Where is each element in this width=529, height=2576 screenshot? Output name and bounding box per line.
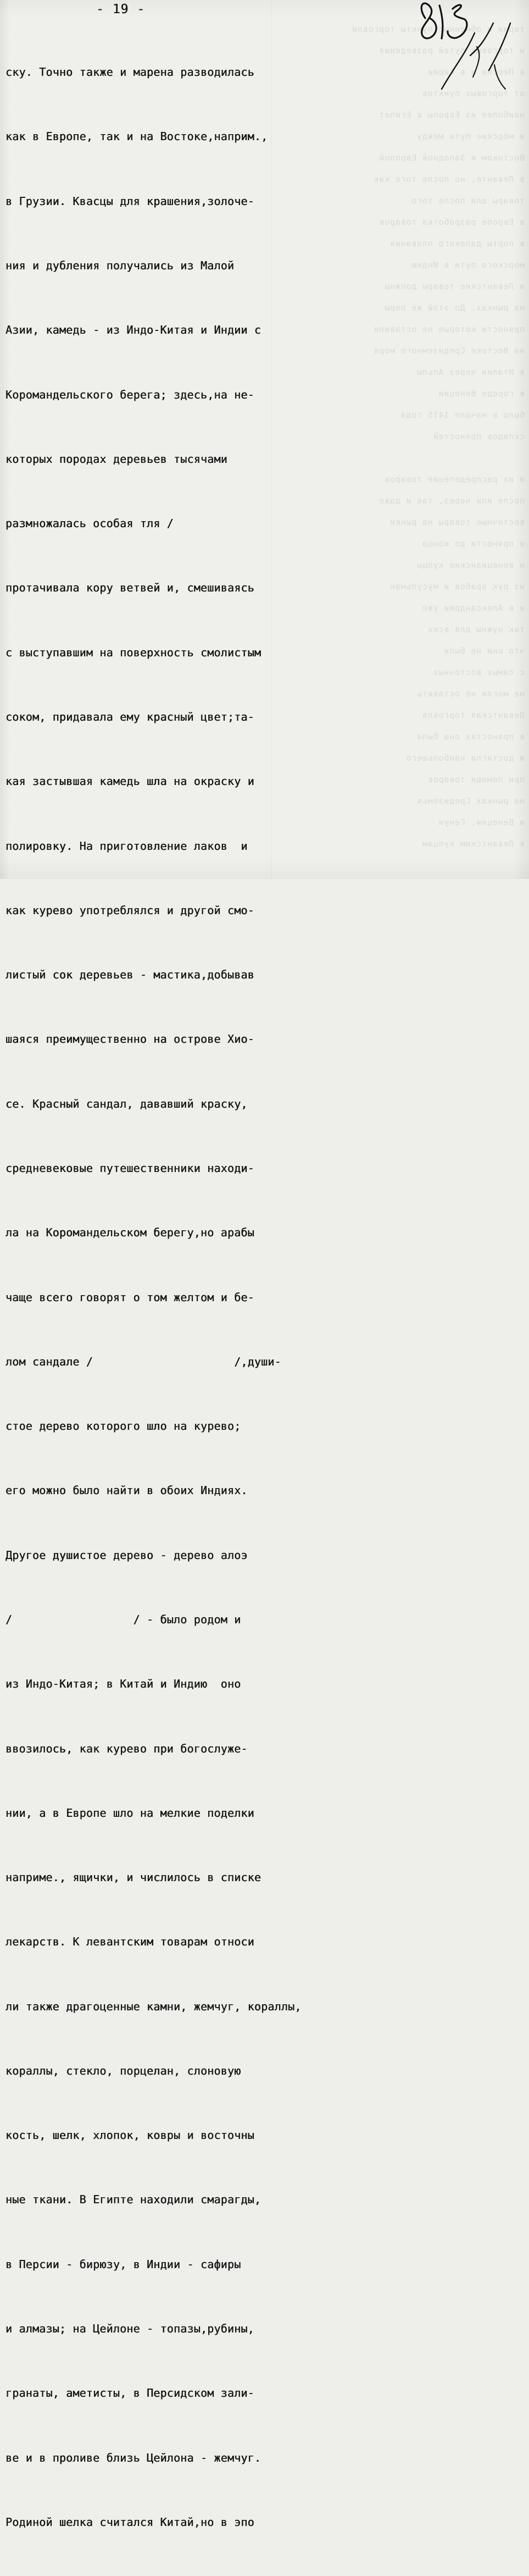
text-line: лекарств. К левантским товарам относи: [5, 1935, 254, 1949]
text-line: которых породах деревьев тысячами: [5, 452, 227, 466]
text-line: как в Европе, так и на Востоке,наприм.,: [5, 130, 268, 143]
text-line: из Индо-Китая; в Китай и Индию оно: [5, 1677, 241, 1691]
text-line: ные ткани. В Египте находили смарагды,: [5, 2193, 261, 2207]
text-line: Коромандельского берега; здесь,на не-: [5, 388, 254, 401]
text-line: полировку. На приготовление лаков и: [5, 839, 248, 853]
text-line: Родиной шелка считался Китай,но в эпо: [5, 2515, 254, 2529]
text-line: ла на Коромандельском берегу,но арабы: [5, 1226, 254, 1240]
text-line: его можно было найти в обоих Индиях.: [5, 1484, 248, 1497]
text-line: ния и дубления получались из Малой: [5, 259, 235, 273]
text-line: ввозилось, как курево при богослуже-: [5, 1742, 248, 1755]
text-line: шаяся преимущественно на острове Хио-: [5, 1032, 254, 1046]
text-line: в Персии - бирюзу, в Индии - сафиры: [5, 2257, 241, 2271]
text-line: ли также драгоценные камни, жемчуг, кораллы,: [5, 1999, 302, 2013]
handwritten-annotation: [413, 0, 517, 102]
bleed-through-text: тарии и обменные пункты торговли и торговых путей разведения в Персии и в Сирии от торговых пунктов наиболее из Европы в Египет и морские пути между Востоком и Западной Европой в Леванте, но после того как товары шли после того в Европе разработка товаров в порты далекого плавания морского пути в Индию и Левантские товары должны на рынках. До этой же поры пряности которые не оставили на Востоке Средиземного моря в Италии через Альпы в городе Венеции было в начале 1415 года складов пряностей и их распределение товаров после или через, так и даже восточные товары на рынки и пряности до конца и венецианские купцы из рук арабов и мусульман и в Александрии уже так нужны для всех что они не были с самых восточных не могли не оставить Левантская торговля в пряностях она была и достигла наибольшего при помощи товаров на рынках Средиземья и Венеции, Генуи к Левантским купцам: [352, 24, 525, 849]
text-line: и алмазы; на Цейлоне - топазы,рубины,: [5, 2322, 254, 2336]
text-line: в Грузии. Квасцы для крашения,золоче-: [5, 194, 254, 208]
text-line: кость, шелк, хлопок, ковры и восточны: [5, 2129, 254, 2142]
text-line: стое дерево которого шло на курево;: [5, 1419, 241, 1433]
text-line: как курево употреблялся и другой смо-: [5, 903, 254, 917]
text-line: Другое душистое дерево - дерево алоэ: [5, 1548, 248, 1562]
text-line: гранаты, аметисты, в Персидском зали-: [5, 2386, 254, 2400]
text-line: лом сандале / /,души-: [5, 1355, 281, 1368]
text-line: чаще всего говорят о том желтом и бе-: [5, 1290, 254, 1304]
text-line: кораллы, стекло, порцелан, слоновую: [5, 2064, 241, 2077]
text-line: соком, придавала ему красный цвет;та-: [5, 710, 254, 723]
text-line: нии, а в Европе шло на мелкие поделки: [5, 1806, 254, 1820]
text-line: протачивала кору ветвей и, смешиваясь: [5, 581, 254, 595]
text-line: Азии, камедь - из Индо-Китая и Индии с: [5, 323, 261, 337]
text-line: се. Красный сандал, дававший краску,: [5, 1097, 248, 1110]
text-line: средневековые путешественники находи-: [5, 1161, 254, 1175]
text-line: кая застывшая камедь шла на окраску и: [5, 775, 254, 788]
text-line: наприме., ящички, и числилось в списке: [5, 1871, 261, 1884]
page-number: - 19 -: [96, 2, 146, 16]
text-line: ску. Точно также и марена разводилась: [5, 65, 254, 79]
text-line: размножалась особая тля /: [5, 517, 174, 530]
text-line: / / - было родом и: [5, 1612, 241, 1626]
text-line: ве и в проливе близь Цейлона - жемчуг.: [5, 2451, 261, 2464]
text-line: листый сок деревьев - мастика,добывав: [5, 968, 254, 982]
typed-text-block: [5, 19, 313, 2576]
text-line: с выступавшим на поверхность смолистым: [5, 645, 261, 659]
